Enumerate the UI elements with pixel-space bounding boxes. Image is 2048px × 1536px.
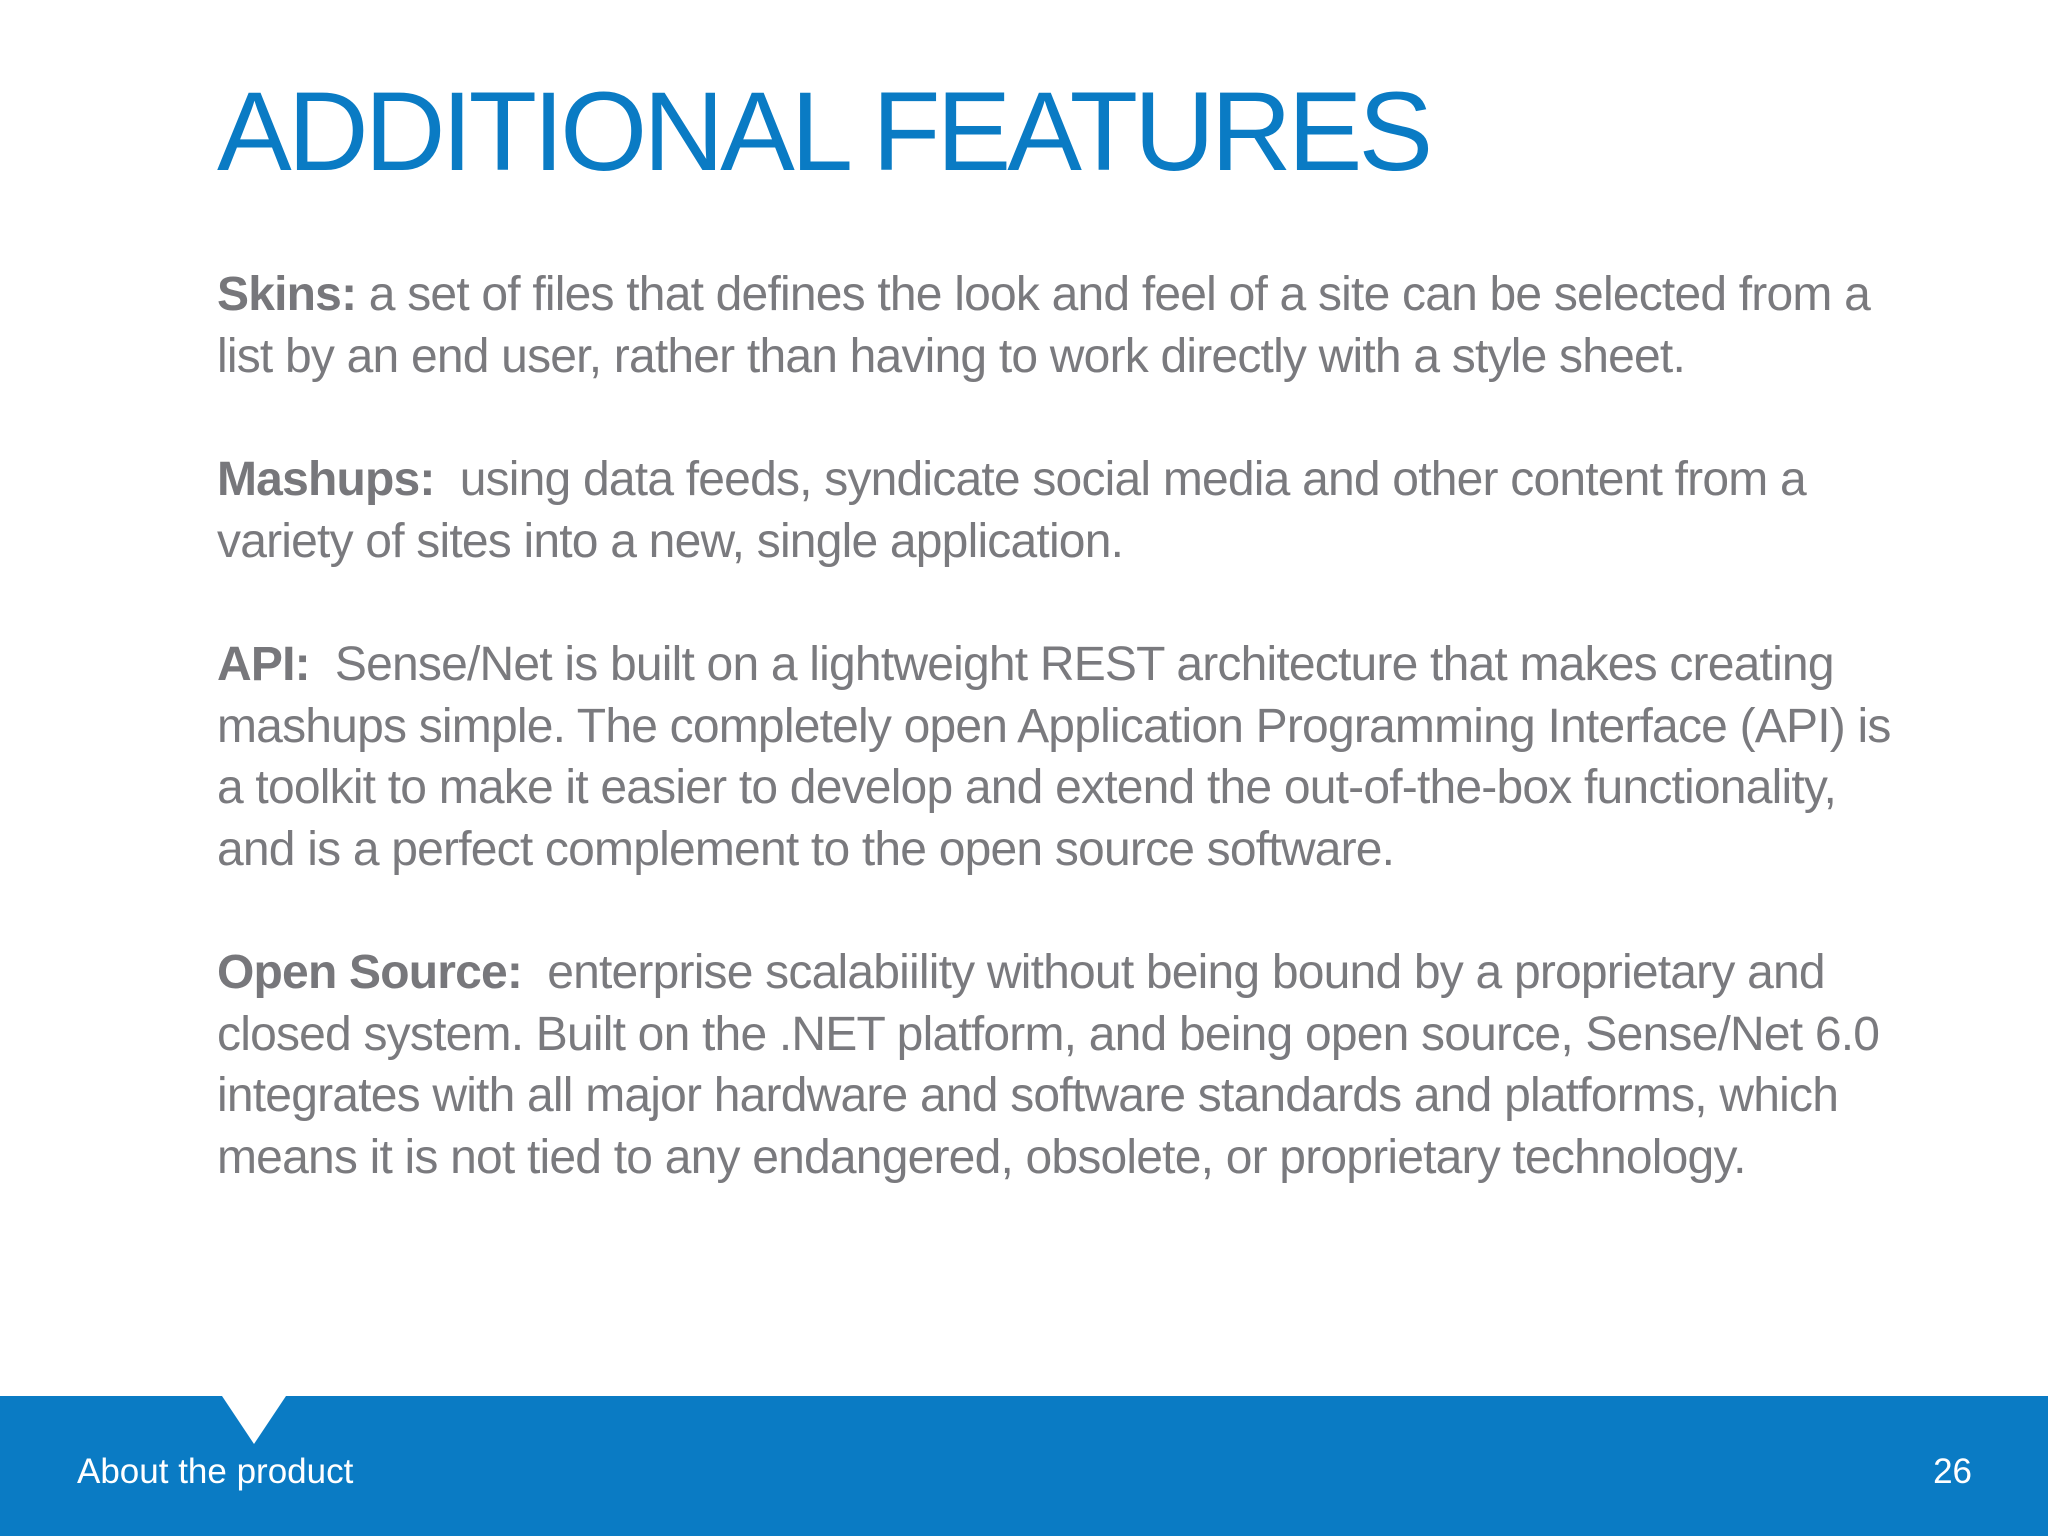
footer-notch-marker: [222, 1396, 286, 1444]
feature-term: Open Source:: [217, 946, 523, 999]
footer-section-label: About the product: [77, 1452, 354, 1491]
feature-mashups: [217, 449, 1897, 572]
feature-term: Skins:: [217, 268, 357, 321]
footer-bar: [0, 1396, 2048, 1536]
feature-skins: [217, 264, 1897, 387]
feature-description: enterprise scalabiility without being bound by a proprietary and closed system. Built on the .NET platform, and being open source, Sense/Net 6.0 integrates with all major hardware and software standards and platforms, which means it is not tied to any endangered, obsolete, or proprietary technology.: [217, 946, 1880, 1184]
page-number: 26: [1933, 1452, 1972, 1491]
feature-description: a set of files that defines the look and feel of a site can be selected from a list by an end user, rather than having to work directly with a style sheet.: [217, 268, 1871, 383]
feature-term: API:: [217, 638, 310, 691]
feature-description: using data feeds, syndicate social media and other content from a variety of sites into a new, single application.: [217, 453, 1806, 568]
feature-term: Mashups:: [217, 453, 435, 506]
feature-description: Sense/Net is built on a lightweight REST architecture that makes creating mashups simple. The completely open Application Programming Interface (API) is a toolkit to make it easier to develop and extend the out-of-the-box functionality, and is a perfect complement to the open source software.: [217, 638, 1891, 876]
feature-list: [217, 264, 1897, 1250]
slide-title: ADDITIONAL FEATURES: [217, 69, 1430, 194]
feature-api: [217, 634, 1897, 880]
feature-open-source: [217, 942, 1897, 1188]
